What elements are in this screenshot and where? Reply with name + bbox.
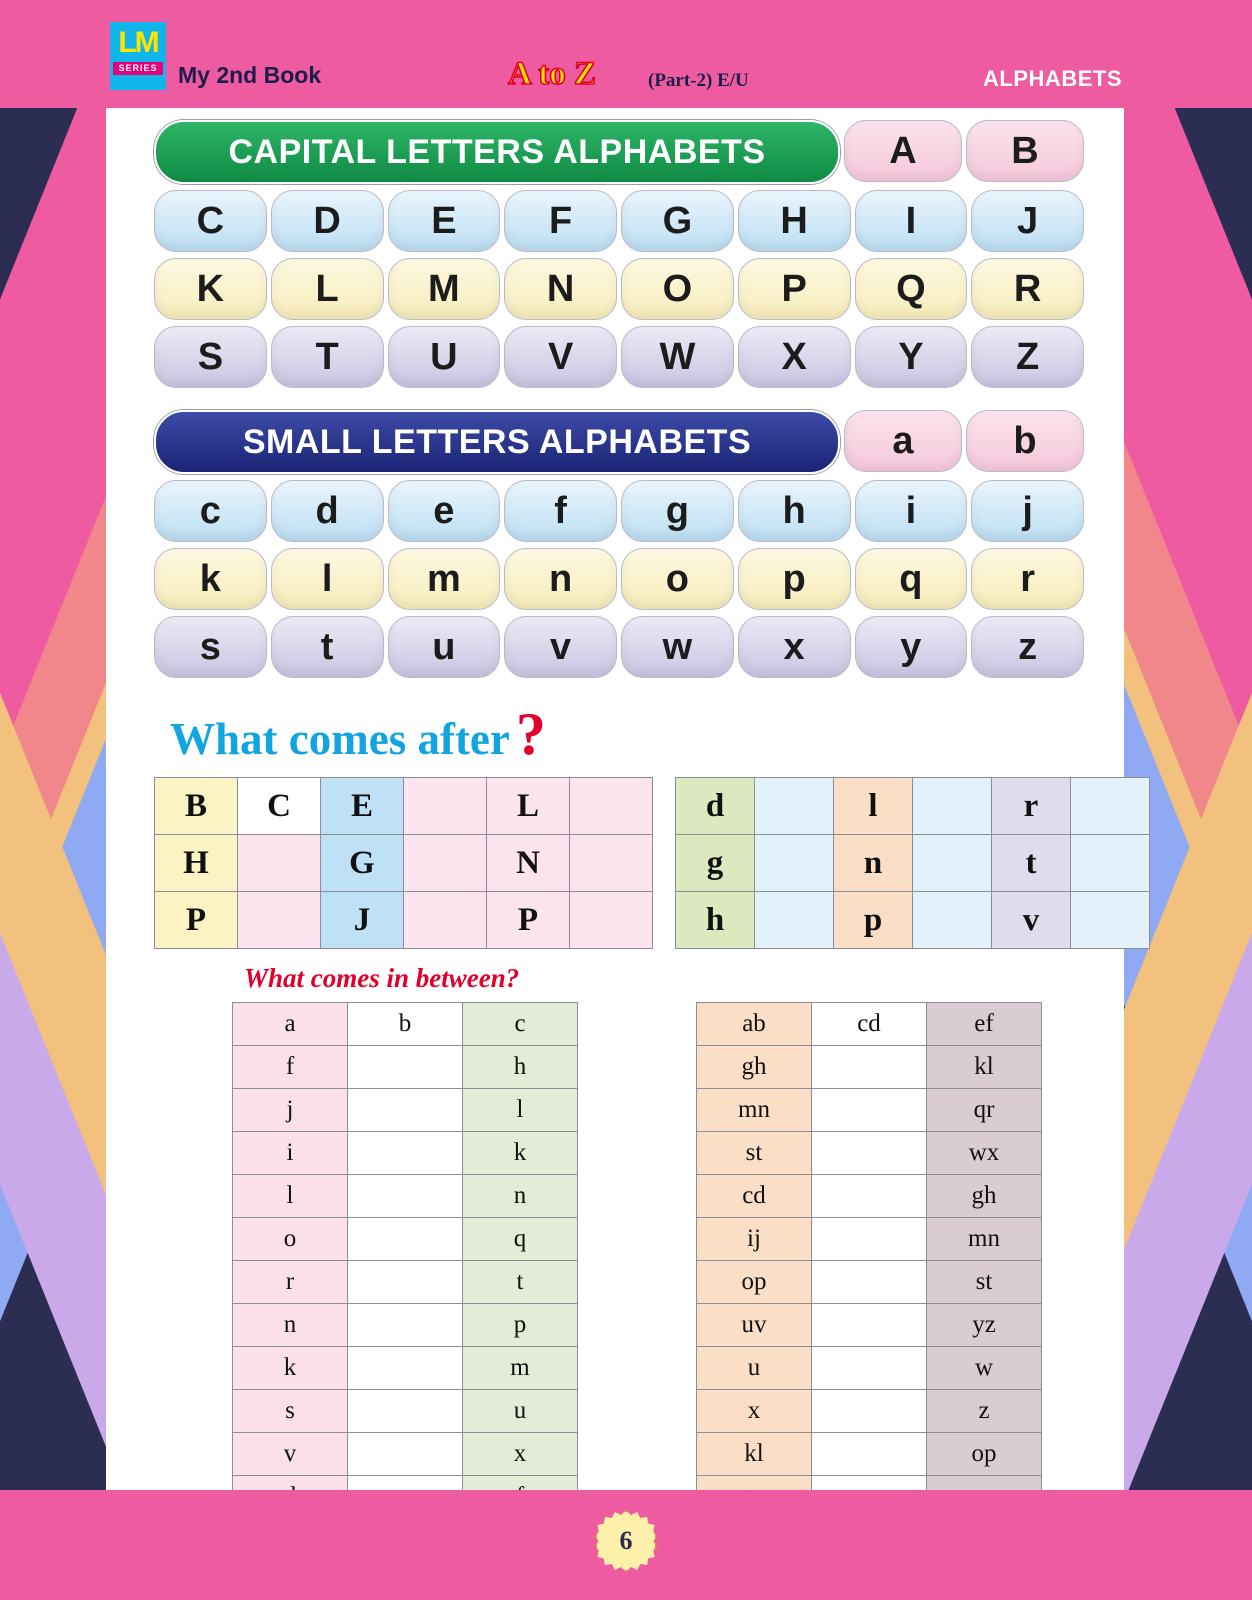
cell-b5: N: [487, 835, 570, 892]
cell-e4[interactable]: [913, 835, 992, 892]
btw-r-3-1[interactable]: [812, 1132, 927, 1175]
btw-r-2-0: mn: [697, 1089, 812, 1132]
btw-r-1-1[interactable]: [812, 1046, 927, 1089]
cell-d1: d: [676, 778, 755, 835]
btw-l-8-0: k: [233, 1347, 348, 1390]
between-table-left: [232, 1002, 578, 1519]
btw-l-1-0: f: [233, 1046, 348, 1089]
btw-l-4-2: n: [463, 1175, 578, 1218]
letter-key-k[interactable]: k: [154, 548, 267, 610]
page-number: 6: [619, 1526, 633, 1555]
letter-key-x[interactable]: x: [738, 616, 851, 678]
btw-r-0-1[interactable]: cd: [812, 1003, 927, 1046]
letter-key-r[interactable]: r: [971, 548, 1084, 610]
what-comes-after-title: [170, 700, 1084, 769]
book-title: My 2nd Book: [178, 62, 322, 88]
after-table-capital: [154, 777, 653, 949]
letter-key-D[interactable]: D: [271, 190, 384, 252]
letter-key-h[interactable]: h: [738, 480, 851, 542]
after-table-small: [675, 777, 1150, 949]
btw-l-10-1[interactable]: [348, 1433, 463, 1476]
letter-key-R[interactable]: R: [971, 258, 1084, 320]
letter-key-p[interactable]: p: [738, 548, 851, 610]
letter-key-l[interactable]: l: [271, 548, 384, 610]
small-row-3: [154, 616, 1084, 678]
cell-f2[interactable]: [755, 892, 834, 949]
letter-key-P[interactable]: P: [738, 258, 851, 320]
small-row-1: [154, 480, 1084, 542]
table-row: [676, 892, 1150, 949]
cell-a6[interactable]: [570, 778, 653, 835]
btw-l-2-1[interactable]: [348, 1089, 463, 1132]
btw-l-0-1[interactable]: b: [348, 1003, 463, 1046]
table-row: [233, 1089, 578, 1132]
letter-key-m[interactable]: m: [388, 548, 501, 610]
btw-r-3-2: wx: [927, 1132, 1042, 1175]
small-banner-row: [154, 410, 1084, 474]
letter-key-t[interactable]: t: [271, 616, 384, 678]
cell-f6[interactable]: [1071, 892, 1150, 949]
cell-b1: H: [155, 835, 238, 892]
btw-r-4-1[interactable]: [812, 1175, 927, 1218]
btw-l-3-1[interactable]: [348, 1132, 463, 1175]
letter-key-z[interactable]: z: [971, 616, 1084, 678]
letter-key-V[interactable]: V: [504, 326, 617, 388]
letter-key-K[interactable]: K: [154, 258, 267, 320]
cell-b4[interactable]: [404, 835, 487, 892]
btw-r-7-0: uv: [697, 1304, 812, 1347]
table-row: [233, 1304, 578, 1347]
btw-r-8-1[interactable]: [812, 1347, 927, 1390]
cell-c4[interactable]: [404, 892, 487, 949]
btw-l-5-0: o: [233, 1218, 348, 1261]
table-row: [233, 1218, 578, 1261]
table-row: [233, 1132, 578, 1175]
what-comes-in-between-tables: [232, 1002, 1084, 1519]
part-label: (Part-2) E/U: [648, 70, 749, 91]
letter-key-T[interactable]: T: [271, 326, 384, 388]
btw-l-10-2: x: [463, 1433, 578, 1476]
btw-l-6-2: t: [463, 1261, 578, 1304]
btw-l-9-2: u: [463, 1390, 578, 1433]
letter-key-S[interactable]: S: [154, 326, 267, 388]
cell-d3: l: [834, 778, 913, 835]
page-number-badge: [595, 1510, 657, 1572]
btw-r-1-2: kl: [927, 1046, 1042, 1089]
cell-f5: v: [992, 892, 1071, 949]
letter-key-C[interactable]: C: [154, 190, 267, 252]
table-row: [155, 778, 653, 835]
btw-r-9-2: z: [927, 1390, 1042, 1433]
btw-l-5-2: q: [463, 1218, 578, 1261]
cell-f1: h: [676, 892, 755, 949]
btw-l-6-1[interactable]: [348, 1261, 463, 1304]
cell-c1: P: [155, 892, 238, 949]
btw-l-10-0: v: [233, 1433, 348, 1476]
cell-f3: p: [834, 892, 913, 949]
table-row: [697, 1218, 1042, 1261]
subject-label: ALPHABETS: [983, 66, 1122, 91]
table-row: [697, 1347, 1042, 1390]
cell-a1: B: [155, 778, 238, 835]
letter-key-n[interactable]: n: [504, 548, 617, 610]
btw-r-5-2: mn: [927, 1218, 1042, 1261]
btw-l-0-0: a: [233, 1003, 348, 1046]
table-row: [233, 1175, 578, 1218]
letter-key-u[interactable]: u: [388, 616, 501, 678]
letter-key-Z[interactable]: Z: [971, 326, 1084, 388]
cell-f4[interactable]: [913, 892, 992, 949]
btw-l-3-2: k: [463, 1132, 578, 1175]
letter-key-j[interactable]: j: [971, 480, 1084, 542]
btw-l-7-1[interactable]: [348, 1304, 463, 1347]
letter-key-i[interactable]: i: [855, 480, 968, 542]
btw-l-9-0: s: [233, 1390, 348, 1433]
what-comes-in-between-title: What comes in between?: [244, 963, 520, 993]
cell-e2[interactable]: [755, 835, 834, 892]
btw-l-2-2: l: [463, 1089, 578, 1132]
question-mark-icon: ?: [515, 701, 546, 767]
letter-key-M[interactable]: M: [388, 258, 501, 320]
btw-r-10-0: kl: [697, 1433, 812, 1476]
table-row: [155, 892, 653, 949]
cell-e6[interactable]: [1071, 835, 1150, 892]
small-letters-banner: SMALL LETTERS ALPHABETS: [154, 410, 840, 474]
btw-r-8-2: w: [927, 1347, 1042, 1390]
table-row: [233, 1261, 578, 1304]
cell-a3: E: [321, 778, 404, 835]
btw-r-1-0: gh: [697, 1046, 812, 1089]
cell-e3: n: [834, 835, 913, 892]
capital-row-1: [154, 190, 1084, 252]
btw-l-1-2: h: [463, 1046, 578, 1089]
cell-e5: t: [992, 835, 1071, 892]
what-comes-after-tables: [154, 777, 1084, 949]
table-row: [697, 1304, 1042, 1347]
btw-r-5-0: ij: [697, 1218, 812, 1261]
table-row: [676, 778, 1150, 835]
letter-key-c[interactable]: c: [154, 480, 267, 542]
what-comes-after-label: What comes after: [170, 714, 510, 764]
table-row: [697, 1175, 1042, 1218]
cell-e1: g: [676, 835, 755, 892]
btw-l-6-0: r: [233, 1261, 348, 1304]
cell-d5: r: [992, 778, 1071, 835]
letter-key-X[interactable]: X: [738, 326, 851, 388]
letter-key-o[interactable]: o: [621, 548, 734, 610]
table-row: [233, 1433, 578, 1476]
cell-b3: G: [321, 835, 404, 892]
btw-r-2-1[interactable]: [812, 1089, 927, 1132]
table-row: [233, 1390, 578, 1433]
letter-key-N[interactable]: N: [504, 258, 617, 320]
table-row: [697, 1003, 1042, 1046]
logo-series-label: SERIES: [113, 62, 162, 75]
letter-key-L[interactable]: L: [271, 258, 384, 320]
cell-c3: J: [321, 892, 404, 949]
btw-r-7-2: yz: [927, 1304, 1042, 1347]
letter-key-A[interactable]: A: [844, 120, 962, 182]
capital-row-2: [154, 258, 1084, 320]
btw-r-4-2: gh: [927, 1175, 1042, 1218]
btw-r-4-0: cd: [697, 1175, 812, 1218]
table-row: [233, 1003, 578, 1046]
table-row: [697, 1261, 1042, 1304]
letter-key-q[interactable]: q: [855, 548, 968, 610]
btw-l-1-1[interactable]: [348, 1046, 463, 1089]
cell-c6[interactable]: [570, 892, 653, 949]
btw-l-5-1[interactable]: [348, 1218, 463, 1261]
btw-r-7-1[interactable]: [812, 1304, 927, 1347]
btw-l-7-2: p: [463, 1304, 578, 1347]
logo: [110, 22, 166, 90]
cell-d6[interactable]: [1071, 778, 1150, 835]
btw-r-6-1[interactable]: [812, 1261, 927, 1304]
table-row: [233, 1347, 578, 1390]
letter-key-d[interactable]: d: [271, 480, 384, 542]
logo-initials: LM: [118, 26, 158, 59]
letter-key-W[interactable]: W: [621, 326, 734, 388]
letter-key-a[interactable]: a: [844, 410, 962, 472]
btw-r-10-2: op: [927, 1433, 1042, 1476]
capital-banner-row: [154, 120, 1084, 184]
btw-r-0-0: ab: [697, 1003, 812, 1046]
letter-key-w[interactable]: w: [621, 616, 734, 678]
btw-r-3-0: st: [697, 1132, 812, 1175]
cell-a5: L: [487, 778, 570, 835]
table-row: [697, 1046, 1042, 1089]
btw-r-10-1[interactable]: [812, 1433, 927, 1476]
letter-key-y[interactable]: y: [855, 616, 968, 678]
btw-l-0-2: c: [463, 1003, 578, 1046]
btw-l-4-0: l: [233, 1175, 348, 1218]
table-row: [697, 1433, 1042, 1476]
cell-c2[interactable]: [238, 892, 321, 949]
letter-key-H[interactable]: H: [738, 190, 851, 252]
btw-l-4-1[interactable]: [348, 1175, 463, 1218]
letter-key-e[interactable]: e: [388, 480, 501, 542]
btw-r-6-2: st: [927, 1261, 1042, 1304]
cell-d2[interactable]: [755, 778, 834, 835]
letter-key-O[interactable]: O: [621, 258, 734, 320]
table-row: [676, 835, 1150, 892]
btw-r-5-1[interactable]: [812, 1218, 927, 1261]
btw-r-0-2: ef: [927, 1003, 1042, 1046]
table-row: [155, 835, 653, 892]
table-row: [697, 1089, 1042, 1132]
cell-a2[interactable]: C: [238, 778, 321, 835]
page-title: A to Z: [508, 56, 597, 92]
capital-letters-banner: CAPITAL LETTERS ALPHABETS: [154, 120, 840, 184]
table-row: [697, 1132, 1042, 1175]
btw-l-8-1[interactable]: [348, 1347, 463, 1390]
table-row: [233, 1046, 578, 1089]
capital-row-3: [154, 326, 1084, 388]
letter-key-I[interactable]: I: [855, 190, 968, 252]
btw-r-6-0: op: [697, 1261, 812, 1304]
btw-l-3-0: i: [233, 1132, 348, 1175]
btw-l-7-0: n: [233, 1304, 348, 1347]
btw-l-9-1[interactable]: [348, 1390, 463, 1433]
btw-l-2-0: j: [233, 1089, 348, 1132]
btw-r-2-2: qr: [927, 1089, 1042, 1132]
cell-a4[interactable]: [404, 778, 487, 835]
btw-r-9-0: x: [697, 1390, 812, 1433]
letter-key-B[interactable]: B: [966, 120, 1084, 182]
small-row-2: [154, 548, 1084, 610]
letter-key-U[interactable]: U: [388, 326, 501, 388]
between-table-right: [696, 1002, 1042, 1519]
letter-key-g[interactable]: g: [621, 480, 734, 542]
table-row: [697, 1390, 1042, 1433]
content-sheet: [106, 108, 1124, 1490]
letter-key-E[interactable]: E: [388, 190, 501, 252]
cell-b2[interactable]: [238, 835, 321, 892]
letter-key-Y[interactable]: Y: [855, 326, 968, 388]
letter-key-Q[interactable]: Q: [855, 258, 968, 320]
letter-key-J[interactable]: J: [971, 190, 1084, 252]
letter-key-b[interactable]: b: [966, 410, 1084, 472]
letter-key-F[interactable]: F: [504, 190, 617, 252]
cell-c5: P: [487, 892, 570, 949]
letter-key-s[interactable]: s: [154, 616, 267, 678]
btw-r-9-1[interactable]: [812, 1390, 927, 1433]
btw-l-8-2: m: [463, 1347, 578, 1390]
cell-d4[interactable]: [913, 778, 992, 835]
letter-key-G[interactable]: G: [621, 190, 734, 252]
btw-r-8-0: u: [697, 1347, 812, 1390]
letter-key-v[interactable]: v: [504, 616, 617, 678]
letter-key-f[interactable]: f: [504, 480, 617, 542]
cell-b6[interactable]: [570, 835, 653, 892]
